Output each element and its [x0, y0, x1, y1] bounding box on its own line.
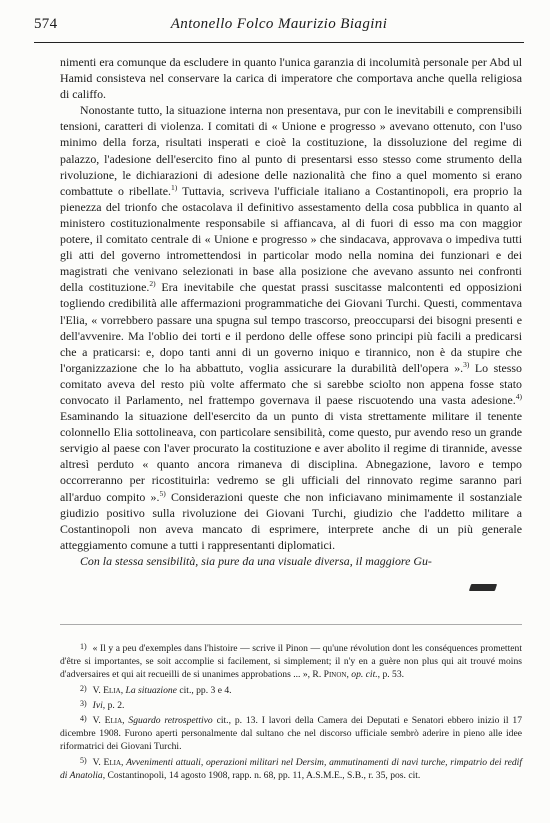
- author-name: Elia: [103, 756, 122, 768]
- italic-text: Con la stessa sensibilità, sia pure da una visuale diversa, il maggiore Gu-: [80, 553, 432, 568]
- footnote-text: V.: [92, 684, 104, 696]
- footnote-ref-5[interactable]: 5): [159, 488, 166, 498]
- footnote-text: V.: [92, 715, 105, 727]
- footnote-text: V.: [92, 756, 104, 768]
- footnote-text: ,: [121, 756, 127, 768]
- sentence: Era inevitabile che questat prassi suscitasse malcontenti ed opposizioni togliendo credibilità alle affermazioni programmatiche dei Giovani Turchi. Questi, commentava l'Elia, « vorrebbero passare una spugna sul tempo trascorso, preoccuparsi dei bisogni presenti e dell'avvenire. Ma l'oblio dei torti e il perdono delle offese sono principi più facili a predicarsi che a praticarsi: e, dopo tanti anni di un governo iniquo e tirannico, non è da stupire che l'organizzazione che lo ha abbattuto, voglia assicurare la durabilità dell'opera ».: [60, 280, 522, 375]
- footnote-number: 3): [80, 698, 87, 708]
- paragraph-next: [60, 553, 522, 569]
- footnote-3: [60, 697, 522, 712]
- running-head: [34, 16, 524, 36]
- footnote-4: [60, 712, 522, 754]
- sentence: Lo stesso comitato aveva del resto più volte affermato che si sarebbe sciolto non appena fosse stato convocato il Parlamento, nel frattempo governava il paese riscuotendo una vasta adesione.: [60, 360, 522, 407]
- footnote-number: 2): [80, 683, 87, 693]
- footnote-text: cit., p. 13. I lavori della Camera dei Deputati e Senatori ebbero inizio il 17 dicembre 1908. Furono aperti personalmente dal sultano che nel discorso ufficiale sembrò aderire in pieno alle idee riformatrici dei Giovani Turchi.: [60, 715, 522, 753]
- footnote-1: [60, 640, 522, 682]
- sentence: Tuttavia, scriveva l'ufficiale italiano a Costantinopoli, era proprio la pienezza del trionfo che ostacolava il definitivo assestamento della cosa pubblica in quanto al ministero costituzionalmente responsabile si affiancava, al di fuori di esso ma con maggior potere, il comitato centrale di « Unione e progresso » che sindacava, approvava o impediva tutti gli atti del governo intromettendosi in particolar modo nella nomina dei funzionari e dei magistrati che venivano selezionati in base alla posizione che avevano assunto nei confronti della costituzione.: [60, 183, 522, 295]
- footnote-ref-1[interactable]: 1): [171, 182, 178, 192]
- citation-title: Ivi: [92, 699, 103, 711]
- footnote-text: cit., pp. 3 e 4.: [176, 684, 232, 696]
- ink-smudge: [469, 584, 497, 591]
- footnote-text: ,: [120, 684, 126, 696]
- sentence: Considerazioni queste che non inficiavano minimamente il sostanziale giudizio positivo sulla rivoluzione dei Giovani Turchi, giudizio che l'addetto militare a Costantinopoli non aveva mancato di esprimere, interprete anche di un più generale atteggiamento comune a tutti i rappresentanti diplomatici.: [60, 489, 523, 552]
- footnote-text: , p. 2.: [102, 699, 125, 711]
- footnote-text: , Costantinopoli, 14 agosto 1908, rapp. n. 68, pp. 11, A.S.M.E., S.B., r. 35, pos. cit.: [102, 769, 421, 781]
- citation-title: Sguardo retrospettivo: [128, 715, 213, 727]
- page-number: 574: [34, 16, 58, 32]
- footnote-number: 1): [80, 642, 87, 651]
- footnote-rule: [60, 624, 522, 625]
- citation-title: op. cit.: [351, 669, 378, 681]
- author-name: Elia: [103, 684, 121, 696]
- author-name: Pinon: [323, 669, 347, 681]
- citation-title: La situazione: [125, 684, 177, 696]
- header-rule: [34, 42, 524, 43]
- running-title: Antonello Folco Maurizio Biagini: [170, 16, 388, 32]
- footnotes: [60, 640, 522, 782]
- footnote-text: , p. 53.: [377, 669, 405, 681]
- footnote-ref-2[interactable]: 2): [149, 279, 156, 289]
- footnote-number: 4): [80, 714, 87, 724]
- body-text: [60, 54, 522, 569]
- paragraph-main: [60, 102, 522, 553]
- footnote-ref-3[interactable]: 3): [463, 359, 470, 369]
- footnote-number: 5): [80, 755, 87, 765]
- footnote-text: ,: [346, 669, 352, 681]
- footnote-text: « Il y a peu d'exemples dans l'histoire — scrive il Pinon — qu'une révolution dont les conséquences promettent d'être si importantes, se soit accomplie si facilement, si simplement; il n'y en a guère non plus qui ait trouvé moins d'adversaires et qui ait recueilli de si unanimes approbations ... », R.: [60, 643, 522, 681]
- sentence: Esaminando la situazione dell'esercito da un punto di vista strettamente militare il tenente colonnello Elia sottolineava, con particolare sensibilità, come questo, pur avendo reso un grande servigio al paese con l'aver procurato la costituzione e aver abolito il regime di tirannide, avesse altresì perduto « quanto ancora rimaneva di disciplina. Abnegazione, lavoro e tempo occorreranno per ricostituirla: vedremo se gli ufficiali del rinnovato regime saranno pari all'arduo compito ».: [60, 409, 522, 504]
- paragraph-continued: nimenti era comunque da escludere in quanto l'unica garanzia di incolumità personale per Abd ul Hamid consisteva nel conservare la carica di imperatore che comportava anche quella religiosa di califfo.: [60, 55, 522, 102]
- citation-title: Avvenimenti attuali, operazioni militari nel Dersim, ammutinamenti di navi turche, rimpatrio dei redif di Anatolia: [60, 756, 522, 781]
- footnote-2: [60, 682, 522, 697]
- footnote-5: [60, 754, 522, 782]
- footnote-ref-4[interactable]: 4): [515, 392, 522, 401]
- sentence: Nonostante tutto, la situazione interna non presentava, pur con le inevitabili e comprensibili tensioni, caratteri di violenza. I comitati di « Unione e progresso » avevano ottenuto, con l'uso minimo della forza, risultati insperati e cioè la costituzione, la dissoluzione del regime di palazzo, l'adesione dell'esercito fino al punto di presentarsi esso stesso come strumento della rivoluzione, le dichiarazioni di adesione delle nazionalità che fino a quel momento si erano combattute o ribellate.: [60, 103, 522, 198]
- author-name: Elia: [104, 715, 123, 727]
- footnote-text: ,: [122, 715, 129, 727]
